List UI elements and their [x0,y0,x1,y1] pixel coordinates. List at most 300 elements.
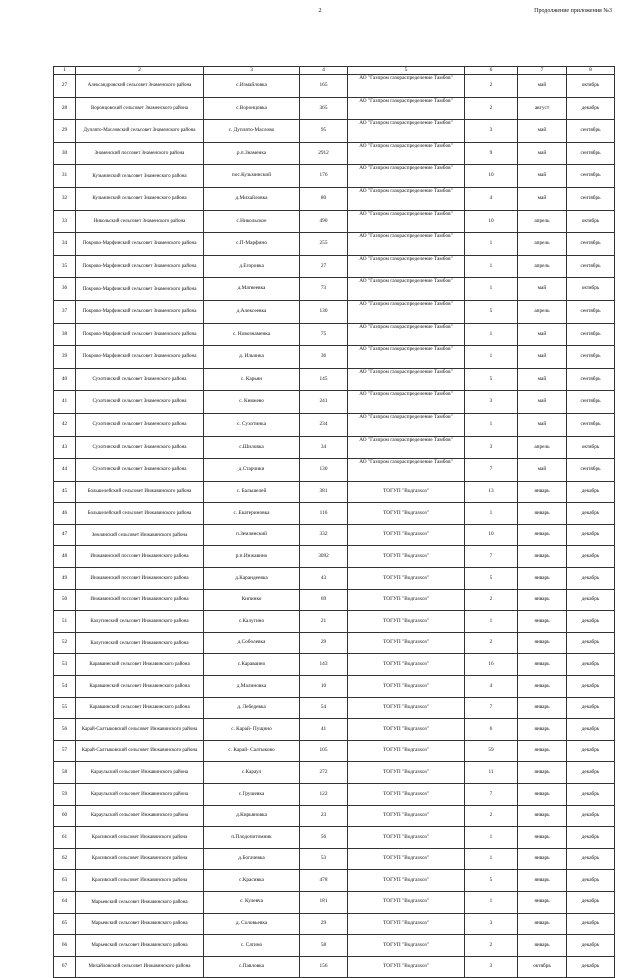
start-month-cell: май [518,459,567,482]
quantity-cell: 7 [465,784,518,806]
municipality-cell: Караульский сельсовет Инжавинского района [76,762,204,784]
table-row [54,848,615,870]
table-row [54,233,615,256]
column-number: 5 [348,67,465,75]
end-month-cell: декабрь [567,848,615,870]
count-cell: 73 [300,278,348,301]
quantity-cell: 2 [465,805,518,827]
start-month-cell: январь [518,568,567,590]
row-number: 28 [54,97,76,120]
end-month-cell: сентябрь [567,120,615,143]
settlement-cell: с. Кулевча [204,891,300,913]
table-row [54,654,615,676]
quantity-cell: 13 [465,481,518,503]
count-cell: 272 [300,762,348,784]
table-row [54,278,615,301]
row-number: 40 [54,368,76,391]
organization-cell: ТОГУП "Водгазхоз" [348,935,465,957]
count-cell: 41 [300,719,348,741]
quantity-cell: 3 [465,956,518,978]
count-cell: 105 [300,740,348,762]
end-month-cell: сентябрь [567,142,615,165]
settlement-cell: с. Сухотинка [204,413,300,436]
end-month-cell: декабрь [567,740,615,762]
row-number: 38 [54,323,76,346]
start-month-cell: май [518,413,567,436]
count-cell: 56 [300,827,348,849]
end-month-cell: октябрь [567,278,615,301]
organization-cell: ТОГУП "Водгазхоз" [348,568,465,590]
quantity-cell: 5 [465,368,518,391]
appendix-continuation-note: Продолжение приложения №3 [534,8,612,14]
municipality-cell: Караульский сельсовет Инжавинского района [76,784,204,806]
start-month-cell: январь [518,719,567,741]
municipality-cell: Калугинский сельсовет Инжавинского района [76,611,204,633]
start-month-cell: апрель [518,210,567,233]
end-month-cell: декабрь [567,546,615,568]
organization-cell: АО "Газпром газораспределение Тамбов" [348,278,465,301]
settlement-cell: с. Княжево [204,391,300,414]
table-row [54,323,615,346]
count-cell: 116 [300,503,348,525]
end-month-cell: декабрь [567,827,615,849]
row-number: 36 [54,278,76,301]
start-month-cell: январь [518,589,567,611]
organization-cell: АО "Газпром газораспределение Тамбов" [348,368,465,391]
organization-cell: ТОГУП "Водгазхоз" [348,719,465,741]
quantity-cell: 3 [465,436,518,459]
row-number: 33 [54,210,76,233]
end-month-cell: декабрь [567,891,615,913]
organization-cell: ТОГУП "Водгазхоз" [348,805,465,827]
settlement-cell: д.Старчики [204,459,300,482]
row-number: 48 [54,546,76,568]
end-month-cell: декабрь [567,524,615,546]
settlement-cell: с.Караул [204,762,300,784]
settlement-cell: Кипинко [204,589,300,611]
start-month-cell: октябрь [518,956,567,978]
page-number: 2 [318,8,322,14]
settlement-cell: п.Плодопитомник [204,827,300,849]
row-number: 67 [54,956,76,978]
table-row [54,697,615,719]
municipality-cell: Сухотинский сельсовет Знаменского района [76,368,204,391]
municipality-cell: Инжавинский поссовет Инжавинского района [76,546,204,568]
organization-cell: ТОГУП "Водгазхоз" [348,827,465,849]
table-row [54,142,615,165]
row-number: 57 [54,740,76,762]
row-number: 32 [54,187,76,210]
settlement-cell: д.Соболевка [204,632,300,654]
organization-cell: ТОГУП "Водгазхоз" [348,632,465,654]
organization-cell: АО "Газпром газораспределение Тамбов" [348,187,465,210]
municipality-cell: Красивский сельсовет Инжавинского района [76,848,204,870]
quantity-cell: 7 [465,459,518,482]
end-month-cell: сентябрь [567,187,615,210]
table-row [54,784,615,806]
table-row [54,935,615,957]
quantity-cell: 7 [465,546,518,568]
column-number: 2 [76,67,204,75]
end-month-cell: декабрь [567,589,615,611]
settlement-cell: с. Новознаменка [204,323,300,346]
municipality-cell: Покрово-Марфинский сельсовет Знаменского района [76,323,204,346]
count-cell: 381 [300,481,348,503]
end-month-cell: декабрь [567,870,615,892]
start-month-cell: май [518,323,567,346]
row-number: 54 [54,676,76,698]
end-month-cell: сентябрь [567,323,615,346]
start-month-cell: август [518,97,567,120]
organization-cell: ТОГУП "Водгазхоз" [348,654,465,676]
settlement-cell: д. Лебедевка [204,697,300,719]
quantity-cell: 4 [465,187,518,210]
organization-cell: ТОГУП "Водгазхоз" [348,697,465,719]
end-month-cell: декабрь [567,632,615,654]
row-number: 30 [54,142,76,165]
start-month-cell: май [518,278,567,301]
end-month-cell: декабрь [567,481,615,503]
municipality-cell: Сухотинский сельсовет Знаменского района [76,413,204,436]
settlement-cell: с. Карьян [204,368,300,391]
schedule-table [53,66,615,978]
end-month-cell: сентябрь [567,233,615,256]
table-row [54,611,615,633]
table-row [54,503,615,525]
table-row [54,956,615,978]
count-cell: 3092 [300,546,348,568]
settlement-cell: с.Воронцовка [204,97,300,120]
row-number: 42 [54,413,76,436]
count-cell: 53 [300,848,348,870]
settlement-cell: с. Бальшелей [204,481,300,503]
organization-cell: ТОГУП "Водгазхоз" [348,762,465,784]
settlement-cell: д.Карандеевка [204,568,300,590]
municipality-cell: Покрово-Марфинский сельсовет Знаменского района [76,278,204,301]
table-row [54,762,615,784]
municipality-cell: Инжавинский поссовет Инжавинского района [76,568,204,590]
settlement-cell: с.Грушевка [204,784,300,806]
settlement-cell: с.Калугино [204,611,300,633]
municipality-cell: Караваинский сельсовет Инжавинского района [76,676,204,698]
quantity-cell: 3 [465,120,518,143]
settlement-cell: пос.Кузьминский [204,165,300,188]
row-number: 55 [54,697,76,719]
end-month-cell: октябрь [567,210,615,233]
end-month-cell: сентябрь [567,165,615,188]
organization-cell: АО "Газпром газораспределение Тамбов" [348,233,465,256]
table-row [54,255,615,278]
row-number: 64 [54,891,76,913]
municipality-cell: Карай-Салтыковский сельсовет Инжавинского района [76,719,204,741]
settlement-cell: д.Матвеевка [204,278,300,301]
count-cell: 34 [300,436,348,459]
row-number: 52 [54,632,76,654]
organization-cell: ТОГУП "Водгазхоз" [348,848,465,870]
row-number: 58 [54,762,76,784]
end-month-cell: декабрь [567,784,615,806]
municipality-cell: Караваинский сельсовет Инжавинского района [76,697,204,719]
row-number: 61 [54,827,76,849]
end-month-cell: декабрь [567,956,615,978]
start-month-cell: январь [518,848,567,870]
count-cell: 80 [300,187,348,210]
table-row [54,120,615,143]
end-month-cell: декабрь [567,568,615,590]
settlement-cell: д.Кирьяновка [204,805,300,827]
start-month-cell: январь [518,870,567,892]
table-row [54,187,615,210]
quantity-cell: 2 [465,75,518,98]
municipality-cell: Караульский сельсовет Инжавинского района [76,805,204,827]
start-month-cell: январь [518,762,567,784]
table-row [54,481,615,503]
count-cell: 234 [300,413,348,436]
municipality-cell: Михайловский сельсовет Инжавинского района [76,956,204,978]
count-cell: 21 [300,611,348,633]
count-cell: 95 [300,120,348,143]
count-cell: 10 [300,676,348,698]
settlement-cell: п.Землянский [204,524,300,546]
table-row [54,719,615,741]
municipality-cell: Сухотинский сельсовет Знаменского района [76,459,204,482]
table-row [54,368,615,391]
settlement-cell: с. Дуплято-Маслово [204,120,300,143]
quantity-cell: 3 [465,913,518,935]
quantity-cell: 5 [465,870,518,892]
row-number: 29 [54,120,76,143]
column-number: 7 [518,67,567,75]
count-cell: 130 [300,459,348,482]
quantity-cell: 1 [465,255,518,278]
table-row [54,300,615,323]
start-month-cell: апрель [518,436,567,459]
quantity-cell: 6 [465,719,518,741]
start-month-cell: апрель [518,255,567,278]
end-month-cell: декабрь [567,676,615,698]
settlement-cell: д.Егоровка [204,255,300,278]
count-cell: 2912 [300,142,348,165]
count-cell: 165 [300,75,348,98]
municipality-cell: Знаменский поссовет Знаменского района [76,142,204,165]
table-row [54,413,615,436]
settlement-cell: с.Шиловка [204,436,300,459]
start-month-cell: май [518,142,567,165]
settlement-cell: д. Соловьевка [204,913,300,935]
start-month-cell: май [518,346,567,369]
quantity-cell: 1 [465,233,518,256]
organization-cell: ТОГУП "Водгазхоз" [348,740,465,762]
row-number: 50 [54,589,76,611]
municipality-cell: Никольский сельсовет Знаменского района [76,210,204,233]
organization-cell: АО "Газпром газораспределение Тамбов" [348,436,465,459]
row-number: 65 [54,913,76,935]
start-month-cell: январь [518,697,567,719]
start-month-cell: январь [518,827,567,849]
start-month-cell: апрель [518,233,567,256]
count-cell: 58 [300,935,348,957]
organization-cell: АО "Газпром газораспределение Тамбов" [348,120,465,143]
municipality-cell: Марьевский сельсовет Инжавинского района [76,935,204,957]
end-month-cell: сентябрь [567,346,615,369]
table-row [54,391,615,414]
start-month-cell: апрель [518,300,567,323]
start-month-cell: май [518,187,567,210]
column-number: 3 [204,67,300,75]
municipality-cell: Землянский сельсовет Инжавинского района [76,524,204,546]
table-row [54,546,615,568]
quantity-cell: 4 [465,676,518,698]
row-number: 34 [54,233,76,256]
municipality-cell: Воронцовский сельсовет Знаменского района [76,97,204,120]
row-number: 60 [54,805,76,827]
municipality-cell: Большелейский сельсовет Инжавинского района [76,481,204,503]
start-month-cell: май [518,391,567,414]
municipality-cell: Покрово-Марфинский сельсовет Знаменского района [76,255,204,278]
end-month-cell: декабрь [567,935,615,957]
count-cell: 29 [300,632,348,654]
count-cell: 490 [300,210,348,233]
settlement-cell: д.Алексеевка [204,300,300,323]
column-number: 4 [300,67,348,75]
quantity-cell: 1 [465,611,518,633]
municipality-cell: Дуплято-Масловский сельсовет Знаменского района [76,120,204,143]
start-month-cell: январь [518,805,567,827]
end-month-cell: декабрь [567,719,615,741]
row-number: 51 [54,611,76,633]
row-number: 31 [54,165,76,188]
count-cell: 75 [300,323,348,346]
row-number: 44 [54,459,76,482]
end-month-cell: сентябрь [567,413,615,436]
quantity-cell: 1 [465,278,518,301]
row-number: 53 [54,654,76,676]
quantity-cell: 2 [465,97,518,120]
organization-cell: ТОГУП "Водгазхоз" [348,524,465,546]
quantity-cell: 16 [465,654,518,676]
row-number: 49 [54,568,76,590]
start-month-cell: январь [518,524,567,546]
organization-cell: АО "Газпром газораспределение Тамбов" [348,75,465,98]
row-number: 56 [54,719,76,741]
quantity-cell: 1 [465,503,518,525]
organization-cell: ТОГУП "Водгазхоз" [348,503,465,525]
row-number: 47 [54,524,76,546]
organization-cell: ТОГУП "Водгазхоз" [348,546,465,568]
count-cell: 156 [300,956,348,978]
municipality-cell: Покрово-Марфинский сельсовет Знаменского района [76,346,204,369]
table-row [54,459,615,482]
row-number: 46 [54,503,76,525]
end-month-cell: сентябрь [567,300,615,323]
start-month-cell: май [518,368,567,391]
table-row [54,870,615,892]
quantity-cell: 2 [465,589,518,611]
start-month-cell: январь [518,891,567,913]
count-cell: 27 [300,255,348,278]
settlement-cell: с.Красивка [204,870,300,892]
row-number: 66 [54,935,76,957]
start-month-cell: январь [518,784,567,806]
organization-cell: ТОГУП "Водгазхоз" [348,481,465,503]
municipality-cell: Марьевский сельсовет Инжавинского района [76,913,204,935]
organization-cell: ТОГУП "Водгазхоз" [348,891,465,913]
organization-cell: АО "Газпром газораспределение Тамбов" [348,413,465,436]
table-row [54,165,615,188]
settlement-cell: с.Караваино [204,654,300,676]
settlement-cell: с.П-Марфино [204,233,300,256]
count-cell: 43 [300,568,348,590]
quantity-cell: 59 [465,740,518,762]
end-month-cell: декабрь [567,762,615,784]
count-cell: 130 [300,300,348,323]
settlement-cell: р.п.Инжавино [204,546,300,568]
count-cell: 181 [300,891,348,913]
row-number: 27 [54,75,76,98]
quantity-cell: 1 [465,346,518,369]
table-row [54,913,615,935]
count-cell: 143 [300,654,348,676]
end-month-cell: октябрь [567,436,615,459]
schedule-table-body [54,67,615,978]
settlement-cell: с.Павловка [204,956,300,978]
start-month-cell: январь [518,632,567,654]
start-month-cell: январь [518,676,567,698]
settlement-cell: р.п.Знаменка [204,142,300,165]
row-number: 62 [54,848,76,870]
end-month-cell: декабрь [567,805,615,827]
organization-cell: АО "Газпром газораспределение Тамбов" [348,459,465,482]
start-month-cell: май [518,120,567,143]
count-cell: 36 [300,346,348,369]
count-cell: 29 [300,913,348,935]
municipality-cell: Караваинский сельсовет Инжавинского района [76,654,204,676]
quantity-cell: 1 [465,891,518,913]
municipality-cell: Покрово-Марфинский сельсовет Знаменского района [76,300,204,323]
table-row [54,891,615,913]
settlement-cell: с. Сатино [204,935,300,957]
table-row [54,589,615,611]
table-row [54,568,615,590]
organization-cell: АО "Газпром газораспределение Тамбов" [348,391,465,414]
count-cell: 176 [300,165,348,188]
end-month-cell: декабрь [567,97,615,120]
count-cell: 145 [300,368,348,391]
count-cell: 241 [300,391,348,414]
organization-cell: ТОГУП "Водгазхоз" [348,956,465,978]
table-row [54,346,615,369]
table-row [54,676,615,698]
municipality-cell: Сухотинский сельсовет Знаменского района [76,391,204,414]
column-number: 6 [465,67,518,75]
municipality-cell: Калугинский сельсовет Инжавинского района [76,632,204,654]
row-number: 63 [54,870,76,892]
end-month-cell: декабрь [567,697,615,719]
quantity-cell: 1 [465,827,518,849]
municipality-cell: Кузьминский сельсовет Знаменского района [76,187,204,210]
municipality-cell: Большелейский сельсовет Инжавинского района [76,503,204,525]
quantity-cell: 11 [465,762,518,784]
quantity-cell: 2 [465,632,518,654]
municipality-cell: Марьевский сельсовет Инжавинского района [76,891,204,913]
municipality-cell: Покрово-Марфинский сельсовет Знаменского района [76,233,204,256]
settlement-cell: д.Михайловка [204,187,300,210]
quantity-cell: 1 [465,413,518,436]
start-month-cell: май [518,165,567,188]
quantity-cell: 5 [465,568,518,590]
start-month-cell: январь [518,481,567,503]
start-month-cell: январь [518,654,567,676]
